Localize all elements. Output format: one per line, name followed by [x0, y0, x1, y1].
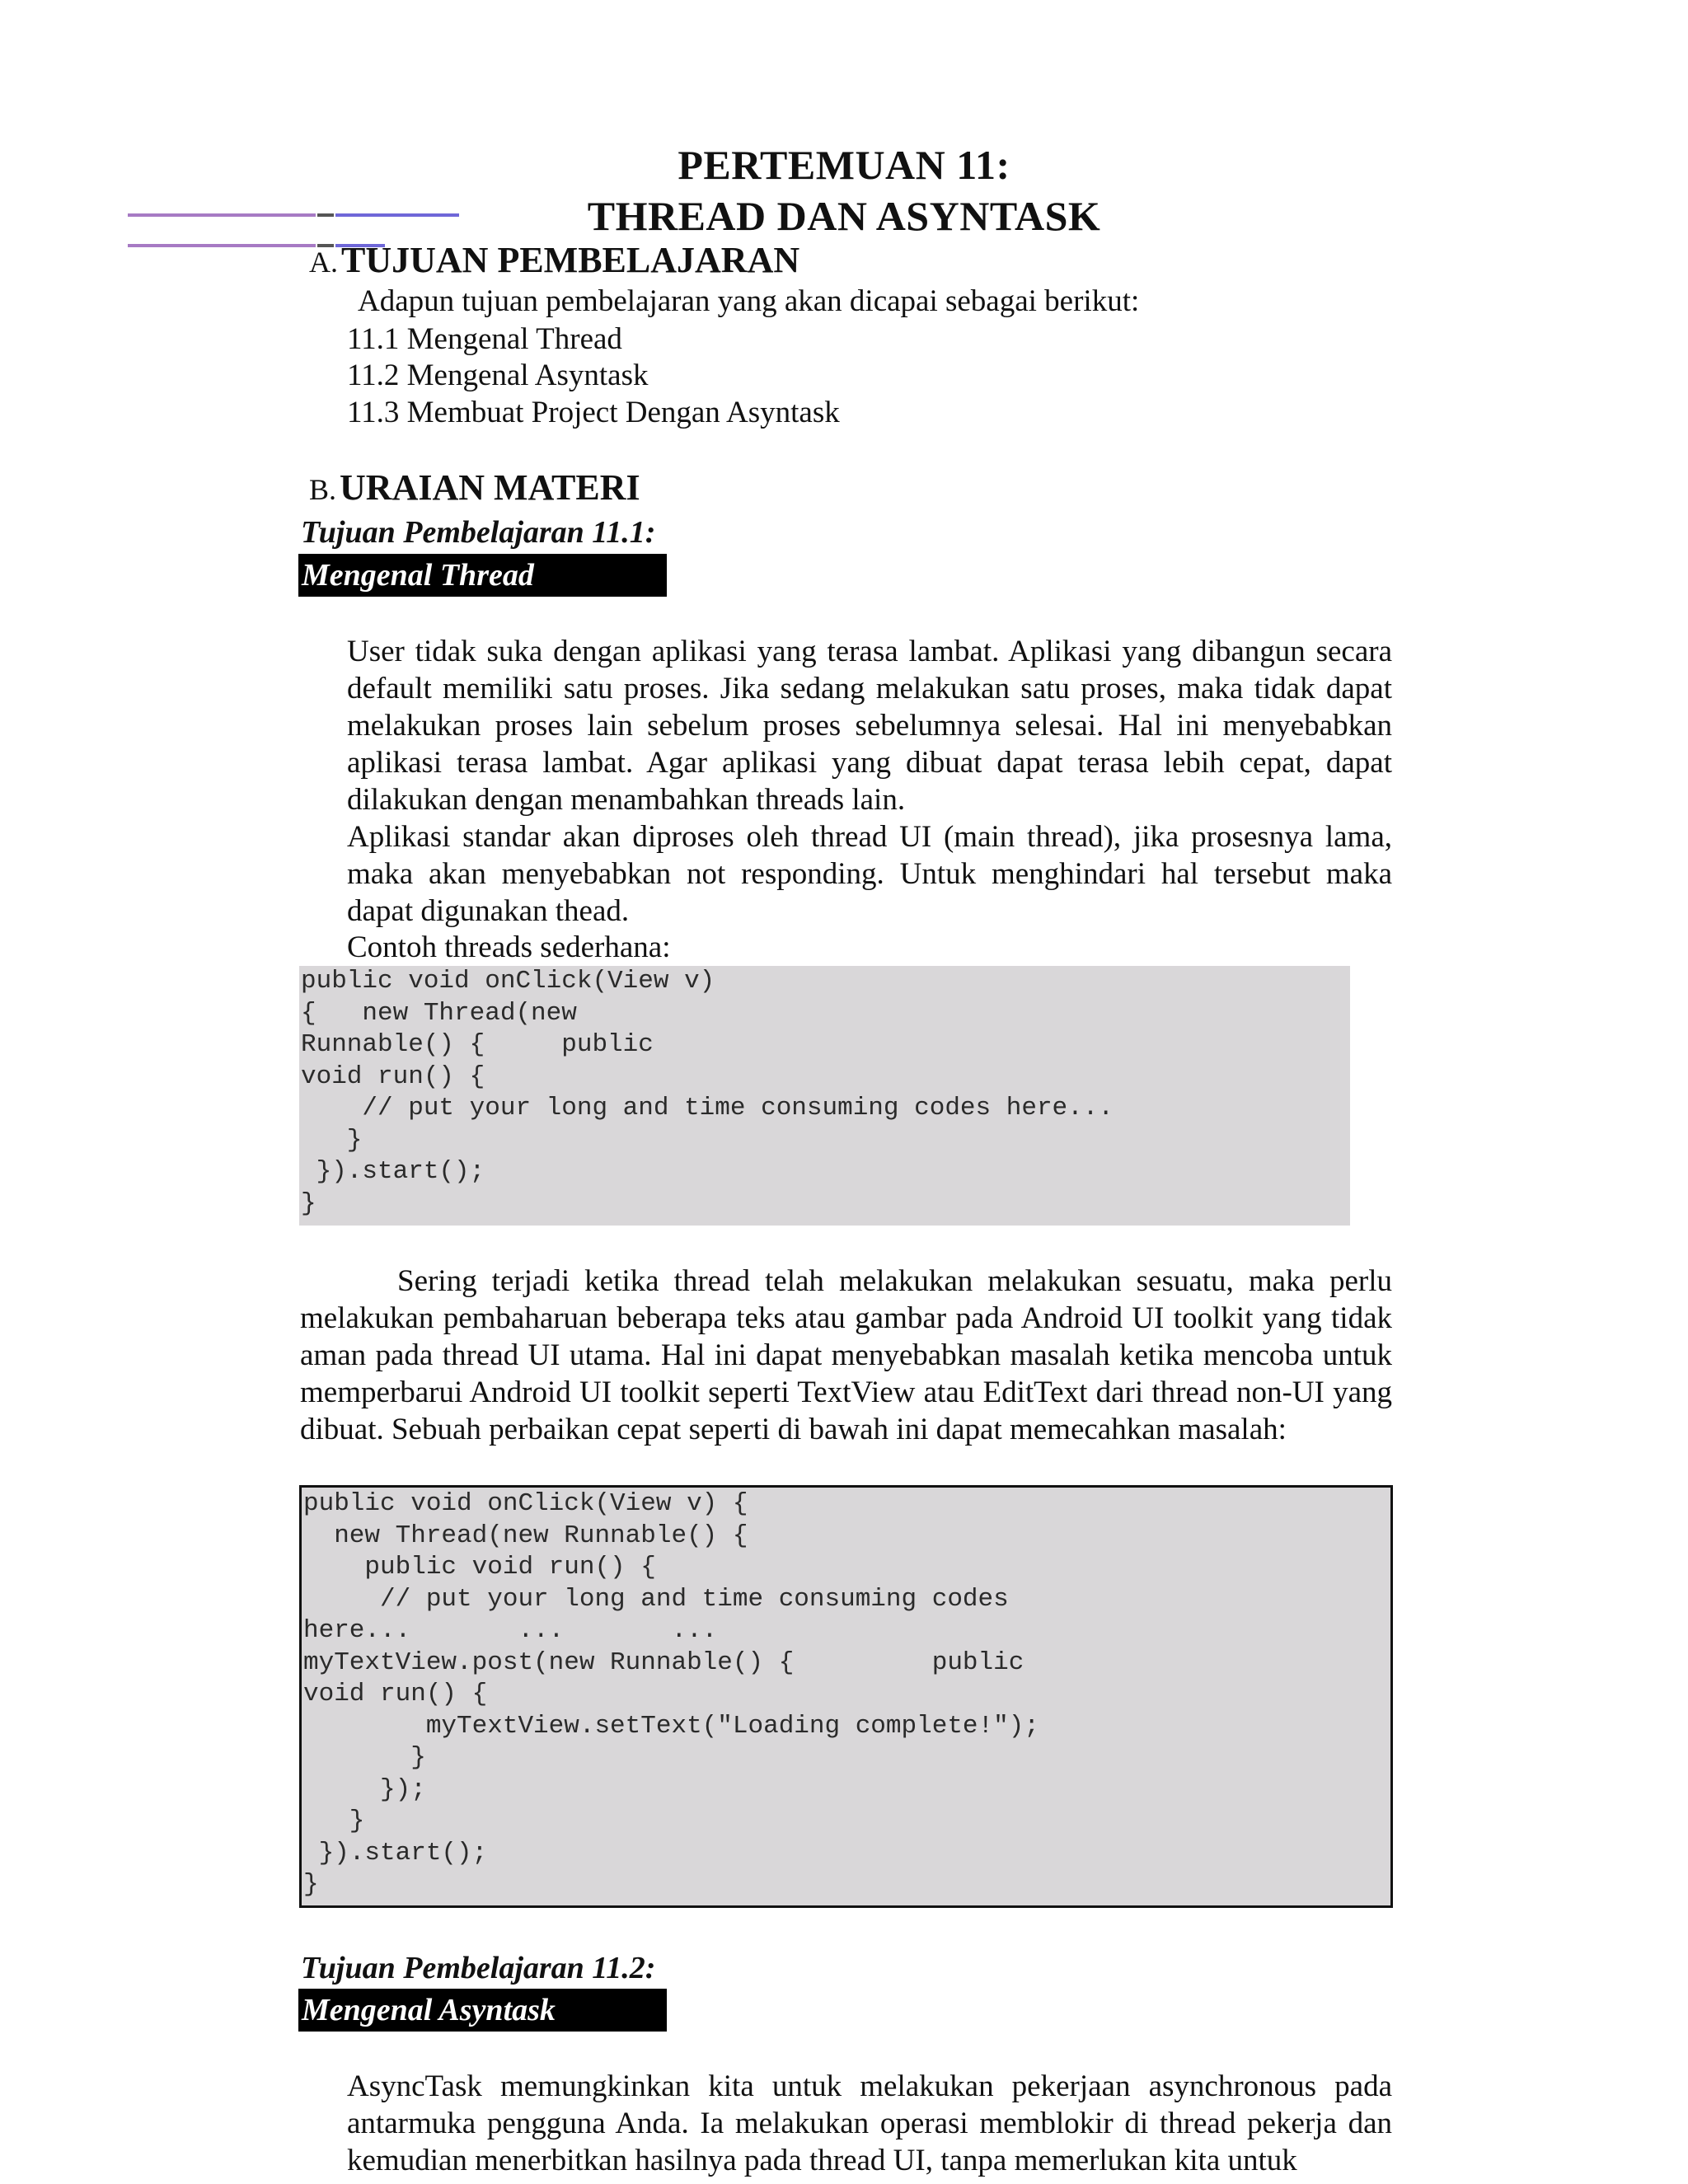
paragraph-ui-update: Sering terjadi ketika thread telah melakukan melakukan sesuatu, maka perlu melakukan pembaharuan beberapa teks atau gambar pada Android UI toolkit yang tidak aman pada thread UI utama. Hal ini dapat menyebabkan masalah ketika mencoba untuk memperbarui Android UI toolkit seperti TextView atau EditText dari thread non-UI yang dibuat. Sebuah perbaikan cepat seperti di bawah ini dapat memecahkan masalah:: [300, 1264, 1392, 1446]
objective-item-3: 11.3 Membuat Project Dengan Asyntask: [347, 396, 840, 429]
section-b-title: URAIAN MATERI: [340, 467, 640, 508]
section-b-letter: B.: [309, 473, 337, 506]
code-block-post-runnable: public void onClick(View v) { new Thread(new Runnable() { public void run() { // put your long and time consuming codes here... ... ... myTextView.post(new Runnable() { public void run() { myTextView.setText("Loading complete!"); } }); } }).start(); }: [299, 1485, 1393, 1908]
objectives-intro: Adapun tujuan pembelajaran yang akan dicapai sebagai berikut:: [358, 284, 1140, 318]
section-a-letter: A.: [309, 246, 338, 279]
learning-objective-title-1: Mengenal Thread: [298, 554, 667, 597]
paragraph-asynctask-intro: AsyncTask memungkinkan kita untuk melakukan pekerjaan asynchronous pada antarmuka pengguna Anda. Ia melakukan operasi memblokir di thread pekerja dan kemudian menerbitkan hasilnya pada thread UI, tanpa memerlukan kita untuk: [347, 2069, 1392, 2177]
learning-objective-label-1: Tujuan Pembelajaran 11.1:: [301, 515, 656, 550]
learning-objective-label-2: Tujuan Pembelajaran 11.2:: [301, 1951, 656, 1985]
paragraph-thread-intro: User tidak suka dengan aplikasi yang terasa lambat. Aplikasi yang dibangun secara default memiliki satu proses. Jika sedang melakukan satu proses, maka tidak dapat melakukan proses lain sebelum proses sebelumnya selesai. Hal ini menyebabkan aplikasi terasa lambat. Agar aplikasi yang dibuat dapat terasa lebih cepat, dapat dilakukan dengan menambahkan threads lain.: [347, 635, 1392, 817]
objective-item-2: 11.2 Mengenal Asyntask: [347, 359, 649, 392]
section-a-title: TUJUAN PEMBELAJARAN: [341, 240, 800, 280]
example-label: Contoh threads sederhana:: [347, 930, 671, 964]
objective-item-1: 11.1 Mengenal Thread: [347, 322, 622, 356]
section-b-heading: [309, 467, 640, 517]
learning-objective-title-2: Mengenal Asyntask: [298, 1989, 667, 2032]
section-a-heading: [309, 240, 799, 289]
header-decoration-line-3: [128, 244, 316, 247]
code-block-simple-thread: public void onClick(View v) { new Thread(new Runnable() { public void run() { // put your long and time consuming codes here... } }).start(); }: [299, 966, 1350, 1226]
paragraph-thread-ui: Aplikasi standar akan diproses oleh thread UI (main thread), jika prosesnya lama, maka akan menyebabkan not responding. Untuk menghindari hal tersebut maka dapat digunakan thead.: [347, 820, 1392, 928]
page-title-line-2: THREAD DAN ASYNTASK: [587, 193, 1101, 239]
page-title-line-1: PERTEMUAN 11:: [678, 142, 1010, 188]
